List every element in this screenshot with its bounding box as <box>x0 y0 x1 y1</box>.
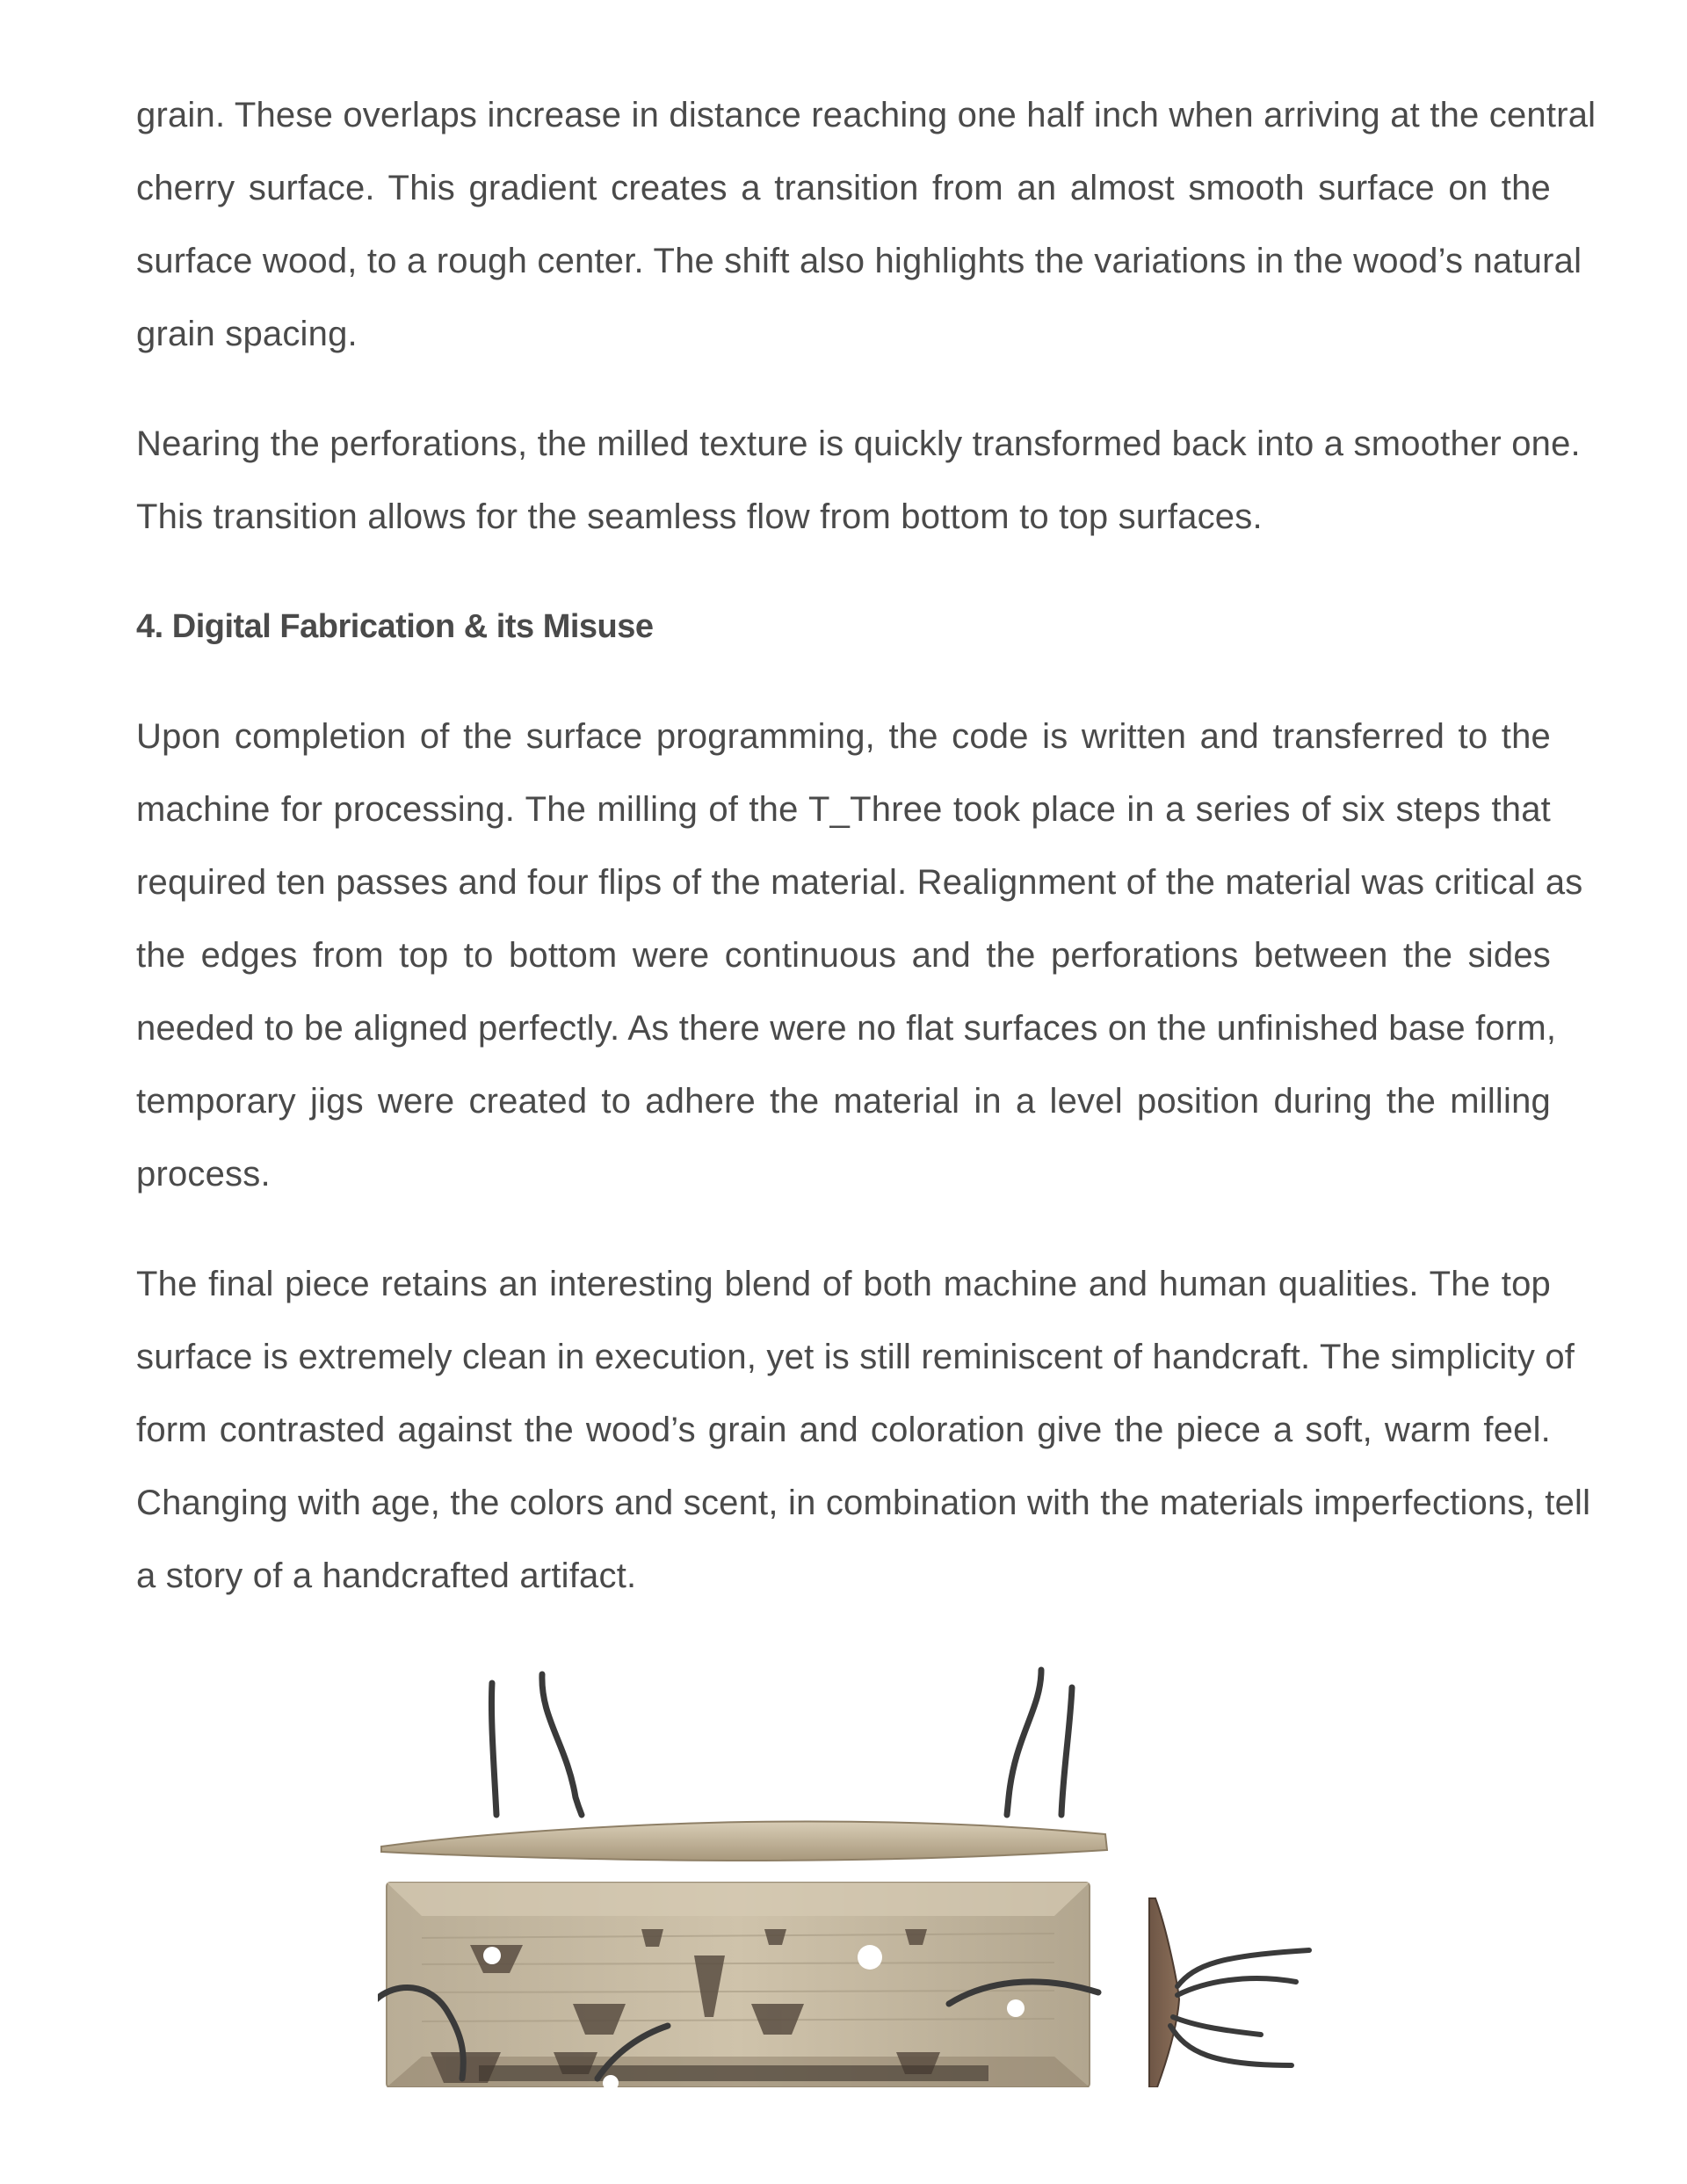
front-view <box>378 1883 1098 2087</box>
text-line: Changing with age, the colors and scent, in combination with the materials imperfections, tell <box>136 1484 1591 1522</box>
steel-legs-top <box>491 1670 1072 1815</box>
text-line: form contrasted against the wood’s grain and coloration give the piece a soft, warm feel. <box>136 1411 1551 1449</box>
text-line: required ten passes and four flips of the material. Realignment of the material was critical as <box>136 863 1583 902</box>
text-line: machine for processing. The milling of the T_Three took place in a series of six steps that <box>136 790 1551 829</box>
text-line: Nearing the perforations, the milled texture is quickly transformed back into a smoother one. <box>136 424 1581 463</box>
side-view <box>1149 1898 1309 2087</box>
paragraph-3 <box>136 700 1583 1211</box>
text-line: grain spacing. <box>136 315 358 353</box>
furniture-illustration <box>378 1665 1336 2087</box>
text-line: The final piece retains an interesting blend of both machine and human qualities. The top <box>136 1265 1551 1303</box>
text-line: the edges from top to bottom were continuous and the perforations between the sides <box>136 936 1551 975</box>
text-line: Upon completion of the surface programming, the code is written and transferred to the <box>136 717 1551 756</box>
paragraph-4 <box>136 1248 1591 1613</box>
furniture-figure <box>378 1665 1336 2087</box>
text-line: process. <box>136 1155 271 1194</box>
tabletop-profile <box>381 1822 1107 1861</box>
text-line: surface wood, to a rough center. The shift also highlights the variations in the wood’s natural <box>136 242 1582 280</box>
section-heading: 4. Digital Fabrication & its Misuse <box>136 608 654 645</box>
text-line: needed to be aligned perfectly. As there were no flat surfaces on the unfinished base form, <box>136 1009 1557 1048</box>
paragraph-1 <box>136 79 1596 371</box>
paragraph-2 <box>136 408 1581 554</box>
text-line: cherry surface. This gradient creates a transition from an almost smooth surface on the <box>136 169 1551 207</box>
text-line: temporary jigs were created to adhere the material in a level position during the milling <box>136 1082 1551 1121</box>
text-line: surface is extremely clean in execution, yet is still reminiscent of handcraft. The simplicity of <box>136 1338 1575 1376</box>
text-column <box>136 79 1596 1613</box>
text-line: This transition allows for the seamless flow from bottom to top surfaces. <box>136 497 1263 536</box>
text-line: grain. These overlaps increase in distance reaching one half inch when arriving at the central <box>136 96 1596 134</box>
text-line: a story of a handcrafted artifact. <box>136 1556 637 1595</box>
